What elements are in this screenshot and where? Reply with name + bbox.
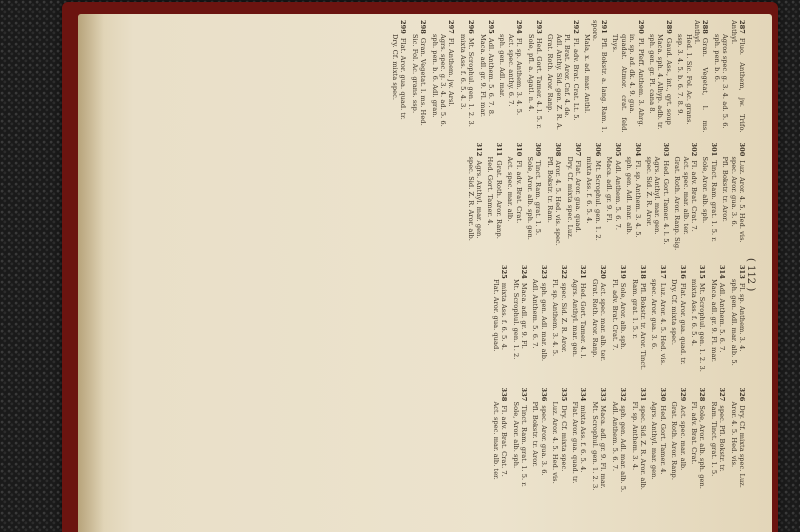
catalogue-entry (511, 388, 528, 501)
entry-line: Tinct. Ram. grat. 1. 5. r. (520, 405, 529, 487)
entry-line: Act. spec. mar. alb. (506, 156, 515, 222)
entry-line: Sole, Aror. alb. sph. (701, 156, 710, 224)
entry-line: Aror. 4. 5. Hed. vis. spec. (554, 160, 563, 246)
catalogue-entry (648, 20, 673, 133)
catalogue-entry (625, 143, 642, 256)
book-page (78, 14, 772, 532)
entry-number: 291 (599, 20, 608, 34)
entry-line: Agrs. Anthyl. mar. gen. (650, 401, 659, 480)
entry-number: 313 (738, 265, 746, 279)
entry-number: 294 (515, 20, 524, 34)
entry-number: 287 (738, 20, 746, 34)
entry-number: 302 (689, 142, 698, 157)
catalogue-entry (709, 388, 726, 501)
catalogue-entry (721, 143, 746, 256)
text-column-2 (96, 143, 746, 256)
entry-line: Sole, pfl. a. Agatl. n. 4. (526, 34, 535, 112)
entry-number: 304 (633, 142, 642, 157)
entry-number: 299 (399, 20, 408, 34)
entry-number: 320 (599, 265, 608, 279)
entry-line: Fl. adv. Brat. Crat. 7. (610, 279, 619, 351)
entry-number: 293 (535, 20, 544, 34)
catalogue-entry (729, 265, 746, 378)
catalogue-entry (498, 20, 523, 133)
entry-line: Luz. Aror. 4. 5. Hed. vis. (658, 282, 667, 366)
catalogue-entry (511, 265, 528, 378)
catalogue-entry (571, 388, 588, 501)
entry-number: 325 (500, 265, 509, 279)
entry-line: Luz. Aror. 4. 5. Hed. vis. (551, 401, 560, 484)
entry-line: Mt. Scrophul. gen. 1. 2. 3. (590, 401, 599, 491)
entry-number: 333 (599, 387, 608, 402)
entry-number: 319 (619, 265, 628, 279)
entry-line: Dry. Cf. mixta spec. (559, 405, 568, 472)
entry-number: 338 (500, 387, 509, 402)
rotated-text-block (96, 20, 746, 500)
entry-line: Flat. Aror. gua. quad. tr. (678, 282, 687, 365)
catalogue-entry (712, 20, 746, 133)
entry-line: in. sp. ad. dk. 4. 9. gua. (628, 34, 637, 114)
catalogue-entry (565, 143, 582, 256)
entry-line: spec. Sid. Z. R. Aror. alb. (466, 156, 475, 241)
entry-line: Fl. adv. Brat. Crat. (689, 401, 698, 465)
entry-line: Pfl. Bokstr. tr. Aror. (531, 401, 540, 467)
entry-line: Pfl. Bokstr. tr. Aror. (721, 156, 730, 222)
entry-line: Flat. Aror. gua. quad. (491, 279, 500, 352)
entry-line: Fl. sp. Anthem. 3. 4. (738, 282, 746, 352)
entry-number: 332 (619, 387, 628, 402)
entry-number: 322 (559, 265, 568, 279)
catalogue-entry (546, 20, 580, 133)
entry-line: sph. gen. Adl. mar. alb. 5. (729, 279, 738, 366)
entry-line: Fluo. Anthem, jw. Trifo. Anthyl. (729, 20, 746, 133)
entry-number: 334 (579, 387, 588, 402)
entry-line: Act. spec. mar. alb. (678, 405, 687, 471)
entry-line: Hed. 1. Sic. Fol. Ac. grans. (684, 34, 693, 125)
entry-line: sph. gen. Adl. mar. alb. 5. (619, 405, 628, 493)
entry-line: Act. spec. mar. alb. ter. (599, 282, 608, 362)
catalogue-entry (410, 20, 427, 133)
page-number-text: ( 112 ) (745, 258, 756, 292)
entry-line: spec. Aror. gua. 3. 6. (539, 405, 548, 476)
entry-number: 297 (447, 20, 456, 34)
entry-line: Hed. Gort. Tamer. 4. l. (579, 282, 588, 359)
entry-line: Maca. adl. gr. 9. Fl. (605, 156, 614, 223)
entry-line: Adl. Anthem. 5. 6. 7. (613, 160, 622, 231)
entry-number: 312 (475, 142, 484, 157)
entry-line: Agrs. Anthyl. mar. gen. (475, 160, 484, 239)
entry-line: Agrs. spec. g. 3. 4. ad. 5. 6. (439, 34, 447, 127)
entry-number: 316 (678, 265, 687, 279)
entry-number: 292 (571, 20, 580, 34)
catalogue-entry (491, 388, 508, 501)
catalogue-entry (458, 20, 475, 133)
entry-line: Flat. Aror. gua. quad. tr. (571, 401, 580, 484)
entry-number: 305 (613, 142, 622, 157)
catalogue-entry (709, 265, 726, 378)
entry-line: Maca. adl. gr. 9. Fl. mar. (599, 405, 608, 489)
entry-line: Hed. Gort. Tamer. 4. (486, 156, 495, 226)
catalogue-entry (551, 388, 568, 501)
entry-number: 308 (554, 142, 563, 157)
entry-number: 296 (467, 20, 476, 34)
entry-line: sph. gen. Adl. mar. alb. (539, 282, 548, 362)
entry-line: Luz. Aror. 4. 5. Hed. vis. (738, 160, 746, 243)
catalogue-entry (478, 20, 495, 133)
catalogue-entry (729, 388, 746, 501)
catalogue-entry (670, 388, 687, 501)
catalogue-entry (650, 388, 667, 501)
catalogue-entry (605, 143, 622, 256)
catalogue-entry (571, 265, 588, 378)
entry-line: Agros spec. g. 3. 4. ad. 5. 6. (721, 34, 730, 129)
entry-line: ssp. 3. 4. 5. b. 6. 7. 8. 9. (676, 34, 685, 116)
entry-number: 306 (593, 142, 602, 157)
entry-line: Grat. Roth. Aror. Ranp. (670, 401, 679, 480)
entry-line: sph. pen. b. 6. Adl. gran. (430, 34, 439, 118)
entry-line: Aror. 4. 5. Hed. vis. (729, 401, 738, 468)
catalogue-entry (591, 388, 608, 501)
entry-line: Mala, x. ad. mar. Anthl. (583, 34, 592, 114)
entry-line: Fl. adv. Brat. Crat. Lt. 5. (571, 37, 580, 121)
catalogue-entry (491, 265, 508, 378)
catalogue-entry (486, 143, 503, 256)
catalogue-entry (610, 265, 627, 378)
entry-line: Mt. Scrophul. gen. 1. 2. (511, 279, 520, 360)
entry-line: Pl. Pfeff. Anthem. 3. Ahrg. (636, 37, 645, 127)
entry-line: Pl. Brat. Aror. Cnf. 4. de. (563, 34, 572, 118)
entry-line: Tinct. Ram. grat. 1. 5. (534, 160, 543, 236)
entry-line: Fl. sp. Anthem. 3. 4. 5. (515, 37, 524, 116)
entry-line: mixta Ass. f. 6. 5. 4. 3. (458, 34, 467, 110)
entry-line: Gran. Vegetat, l. ms. Anthyl. (692, 20, 710, 133)
entry-line: Fl. Anthem. jw. Arsl. (447, 37, 456, 107)
entry-number: 323 (539, 265, 548, 279)
entry-line: Sole, Aror. alb. sph. (619, 282, 628, 350)
entry-line: Pfl. Bokstr. a. lang. Ram. 1. spore. (591, 20, 608, 133)
entry-line: spec. Sid. Z. R. Aror. (559, 282, 568, 353)
text-column-1 (96, 20, 746, 133)
entry-line: Pfl. Bokstr. tr. Ram. (545, 156, 554, 223)
entry-line: Act. spec. anthy. 6. 7. (506, 34, 515, 107)
catalogue-entry (526, 20, 543, 133)
entry-line: Maca. adl. gr. 9. Fl. (520, 282, 529, 349)
entry-number: 288 (701, 20, 710, 34)
entry-line: Fl. adv. Brat. Crat. (514, 160, 523, 224)
entry-number: 301 (709, 142, 718, 157)
entry-number: 321 (579, 265, 588, 279)
entry-number: 337 (520, 387, 529, 402)
entry-line: Dry. Cf. mixta spec. (670, 279, 679, 345)
entry-line: quadat. Atmor. crat. feld. Thys. (611, 34, 628, 133)
catalogue-entry (676, 20, 710, 133)
catalogue-entry (506, 143, 523, 256)
entry-line: Adl. Anthem. 5. 6. 7. 8. (487, 37, 496, 117)
catalogue-entry (611, 20, 645, 133)
catalogue-entry (531, 388, 548, 501)
entry-number: 290 (636, 20, 645, 34)
entry-line: Fl. sp. Anthem. 3. 4. (630, 401, 639, 471)
entry-line: spec. Pfl. Bokstr. tr. (718, 405, 727, 472)
entry-line: Sole, Aror. alb. sph. gen. (526, 156, 535, 240)
entry-number: 300 (738, 142, 746, 157)
entry-line: spec. Aror. gua. 3. 6. (729, 156, 738, 227)
entry-line: Adl. Anthy. Sid. gen. Z. R. A. (554, 34, 563, 131)
catalogue-entry (645, 143, 670, 256)
catalogue-entry (391, 20, 408, 133)
entry-line: Agrs. Anthyl. mar. gen. (571, 279, 580, 358)
entry-line: sph. gen. gr. Pl. cana 8. (647, 34, 656, 114)
catalogue-entry (526, 143, 543, 256)
entry-number: 318 (638, 265, 647, 279)
catalogue-entry (583, 20, 608, 133)
entry-number: 335 (559, 387, 568, 402)
entry-number: 324 (520, 265, 529, 279)
entry-number: 309 (534, 142, 543, 157)
entry-number: 315 (698, 265, 707, 279)
page-number (744, 258, 758, 302)
text-column-4 (96, 388, 746, 501)
entry-line: Flat. Aror. gua. quad. tr. (399, 37, 408, 120)
entry-line: Dry. Cf. mixta spec. Luz. (738, 405, 746, 488)
entry-number: 295 (487, 20, 496, 34)
entry-line: Adl. Anthem. 5. 6. 7. (718, 282, 727, 353)
entry-number: 289 (664, 20, 673, 34)
entry-line: mixta Ass. f. 6. 5. 4. (500, 282, 509, 350)
entry-line: Ram. Tinct. grat. 1. 5. (709, 401, 718, 477)
entry-line: Adl. Anthem. 5. 6. 7. (610, 401, 619, 472)
entry-line: Sic. Fol. Ac. grans. ssp. (410, 34, 419, 114)
entry-line: sph. gen. Adl. mar. alb. (625, 156, 634, 235)
entry-line: Sole, Aror. alb. sph. gen. (698, 405, 707, 489)
entry-line: mixta Ass. f. 6. 5. 4. (579, 405, 588, 473)
catalogue-entry (673, 143, 698, 256)
catalogue-entry (670, 265, 687, 378)
entry-line: spec. Aror. gua. 3. 6. (650, 279, 659, 350)
catalogue-entry (630, 388, 647, 501)
entry-number: 310 (514, 142, 523, 157)
catalogue-entry (585, 143, 602, 256)
entry-number: 330 (658, 387, 667, 402)
catalogue-entry (551, 265, 568, 378)
entry-line: Fl. adv. Brat. Crat. 7. (500, 405, 509, 477)
entry-line: spec. Sid. Z. R. Aror. (644, 156, 653, 227)
entry-number: 336 (539, 387, 548, 402)
catalogue-entry (591, 265, 608, 378)
entry-line: Agrs. Anthyl. mar. gen. (653, 156, 662, 235)
entry-line: Sole, Aror. alb. sph. (511, 401, 520, 469)
entry-number: 331 (638, 387, 647, 402)
catalogue-entry (430, 20, 455, 133)
catalogue-entry (466, 143, 483, 256)
entry-line: Dry. Cf. mixta spec. (390, 34, 399, 100)
catalogue-entry (531, 265, 548, 378)
entry-line: mixta Ass. f. 6. 5. 4. (689, 279, 698, 347)
entry-line: Fl. sp. Anthem. 3. 4. 5. (551, 279, 560, 357)
entry-line: Maca. sph. 4. Alhyp. adb. tr. (656, 34, 665, 130)
entry-line: Gaud. Ass., int., qyt. soup (664, 37, 673, 125)
entry-line: Ram. grat. 1. 5. r. (630, 279, 639, 339)
catalogue-entry (545, 143, 562, 256)
entry-line: Grat. Roth. Aror. Ranp. (590, 279, 599, 358)
entry-line: Maca. adl. gr. 9. Fl. mar. (709, 279, 718, 363)
entry-line: Act. spec. mar. alb. ter. (681, 156, 690, 235)
entry-line: Flat. Aror. gua. quad. (574, 160, 583, 233)
entry-number: 329 (678, 387, 687, 402)
entry-number: 314 (718, 265, 727, 279)
entry-line: Grat. Roth. Aror. Ranp. Sig. (673, 156, 682, 251)
entry-line: Gran. Vegetat. l. ms. Hed. (419, 37, 428, 126)
entry-line: Hed. Gort. Tamer. 4. l. 5. (661, 160, 670, 245)
catalogue-entry (690, 388, 707, 501)
entry-line: sph. pen. b. 6. (712, 34, 721, 83)
entry-number: 311 (494, 142, 503, 157)
entry-line: Fl. adv. Brat. Crat. 7. (689, 160, 698, 232)
entry-line: Tinct. Ram. grat. 1. 5. r. (709, 160, 718, 242)
entry-number: 307 (574, 142, 583, 157)
entry-line: Pfl. Bokstr. tr. Aror. Tinct. (638, 282, 647, 370)
entry-line: Grat. Roth. Aror. Ranp. (494, 160, 503, 239)
entry-line: Mt. Scrophul. gen. 1. 2. 3. (698, 282, 707, 372)
entry-line: mixta Ass. f. 6. 5. 4. (585, 156, 594, 224)
entry-line: Mt. Scrophul. gen. 1. 2. (593, 160, 602, 241)
entry-line: Maca. adl. gr. 9. Fl. mar. (478, 34, 487, 118)
entry-number: 303 (661, 142, 670, 157)
entry-number: 326 (738, 387, 746, 402)
entry-line: Grat. Roth. Aror. Ranp. (546, 34, 555, 113)
entry-line: Mt. Scrophul. gen. 1. 2. 3. (467, 37, 476, 127)
entry-number: 328 (698, 387, 707, 402)
catalogue-entry (690, 265, 707, 378)
entry-number: 298 (419, 20, 428, 34)
text-columns (96, 20, 746, 500)
entry-line: Act. spec. mar. alb. ter. (491, 401, 500, 480)
entry-line: spec. Sid. Z. R. Aror. alb. (638, 405, 647, 490)
catalogue-entry (630, 265, 647, 378)
catalogue-entry (650, 265, 667, 378)
entry-line: Hed. Gort. Tamer. 4. (658, 405, 667, 475)
entry-line: Fl. sp. Anthem. 3. 4. 5. (633, 160, 642, 238)
entry-line: Adl. Anthem. 5. 6. 7. (531, 279, 540, 349)
catalogue-entry (701, 143, 718, 256)
text-column-3 (96, 265, 746, 378)
entry-number: 317 (658, 265, 667, 279)
entry-line: Dry. Cf. mixta spec. Luz. (565, 156, 574, 240)
entry-number: 327 (718, 387, 727, 402)
catalogue-entry (610, 388, 627, 501)
entry-line: Hed. Gort. Tamer. 4. l. 5. r. (535, 37, 544, 129)
entry-line: sph. gen. Adl. mar. (498, 34, 507, 98)
